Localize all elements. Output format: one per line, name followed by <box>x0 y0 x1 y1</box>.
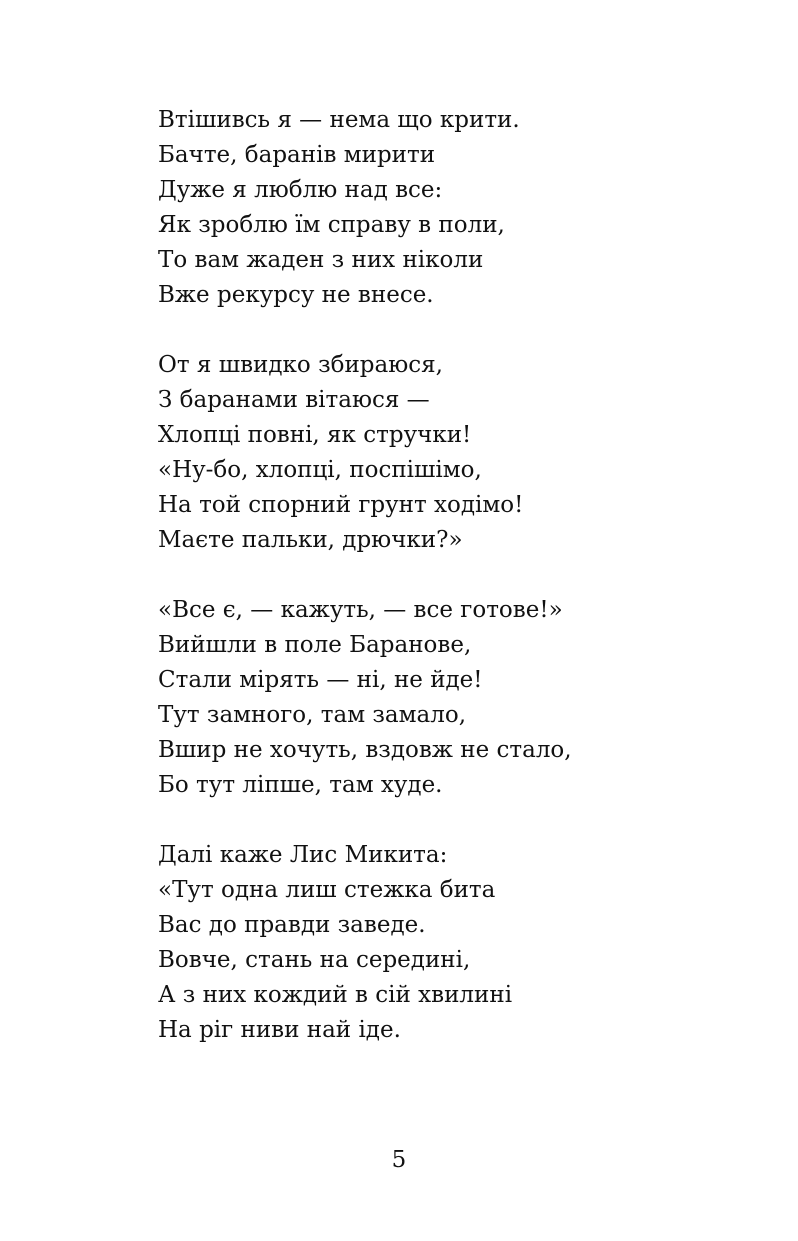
poem-line: На той спорний грунт ходімо! <box>158 492 524 518</box>
stanza-2 <box>158 348 758 558</box>
poem-line: А з них кождий в сій хвилині <box>158 982 513 1008</box>
poem-line: «Тут одна лиш стежка бита <box>158 877 496 903</box>
poem-line: Вийшли в поле Баранове, <box>158 632 472 658</box>
poem-line: З баранами вітаюся — <box>158 387 430 413</box>
poem-line: Тут замного, там замало, <box>158 702 467 728</box>
page-number: 5 <box>391 1147 407 1173</box>
poem-line: Втішивсь я — нема що крити. <box>158 107 520 133</box>
poem-line: Як зроблю їм справу в поли, <box>158 212 505 238</box>
poem-line: Маєте пальки, дрючки?» <box>158 527 463 553</box>
poem-line: Бачте, баранів мирити <box>158 142 436 168</box>
poem-line: Хлопці повні, як стручки! <box>158 422 472 448</box>
poem-line: На ріг ниви най іде. <box>158 1017 401 1043</box>
poem-line: Вас до правди заведе. <box>158 912 426 938</box>
poem-line: Вшир не хочуть, вздовж не стало, <box>158 737 572 763</box>
poem-text <box>158 103 758 1083</box>
poem-line: Бо тут ліпше, там худе. <box>158 772 443 798</box>
poem-line: Вовче, стань на середині, <box>158 947 471 973</box>
stanza-1 <box>158 103 758 313</box>
poem-line: «Ну-бо, хлопці, поспішімо, <box>158 457 482 483</box>
poem-line: «Все є, — кажуть, — все готове!» <box>158 597 563 623</box>
poem-line: От я швидко збираюся, <box>158 352 443 378</box>
stanza-4 <box>158 838 758 1048</box>
poem-line: Стали мірять — ні, не йде! <box>158 667 483 693</box>
poem-line: Дуже я люблю над все: <box>158 177 443 203</box>
poem-line: Далі каже Лис Микита: <box>158 842 448 868</box>
poem-line: Вже рекурсу не внесе. <box>158 282 434 308</box>
stanza-3 <box>158 593 758 803</box>
poem-line: То вам жаден з них ніколи <box>158 247 484 273</box>
